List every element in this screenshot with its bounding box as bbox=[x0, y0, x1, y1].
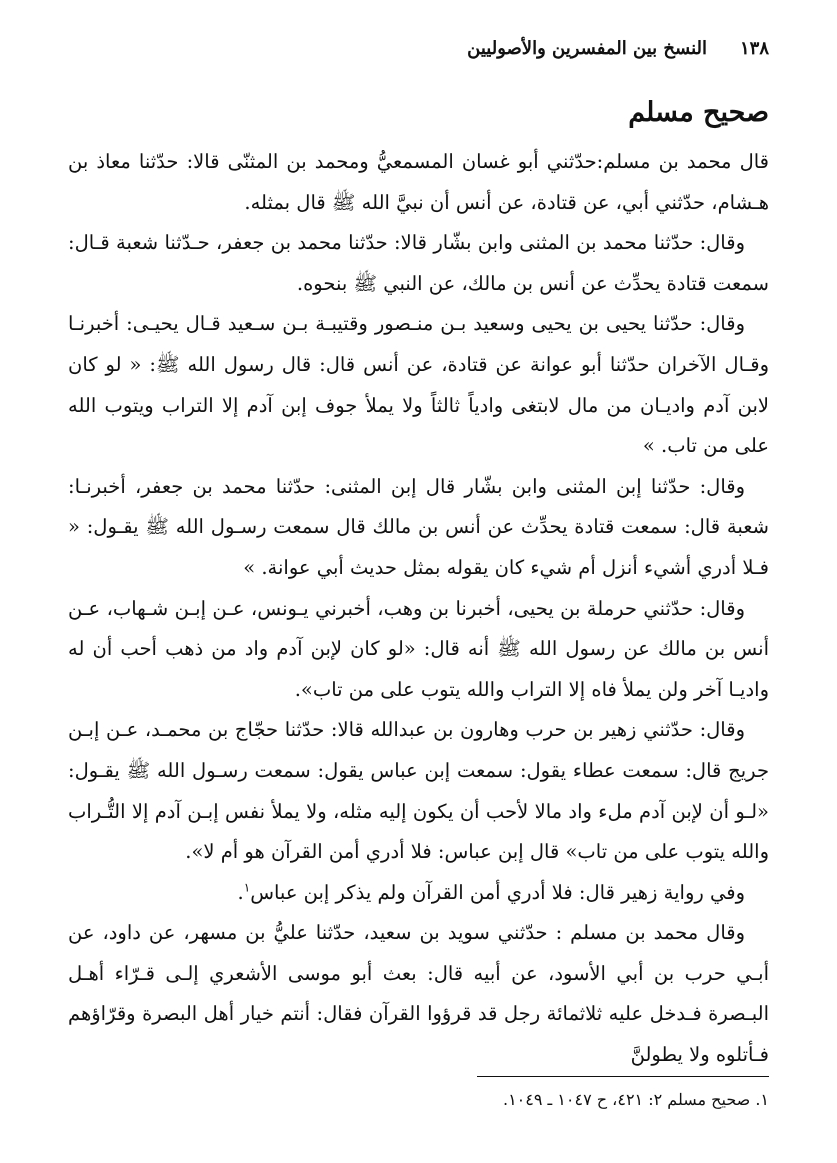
hadith-paragraph-4: وقال: حدّثنا إبن المثنى وابن بشّار قال إبن المثنى: حدّثنا محمد بن جعفر، أخبرنـا: شعبة قال: سمعت قتادة يحدِّث عن أنس بن مالك قال سمعت رسـول الله ﷺ يقـول: « فـلا أدري أشيء أنزل أم شيء كان يقوله بمثل حديث أبي عوانة. » bbox=[68, 474, 769, 579]
hadith-paragraph-2: وقال: حدّثنا محمد بن المثنى وابن بشّار قالا: حدّثنا محمد بن جعفر، حـدّثنا شعبة قـال: سمعت قتادة يحدِّث عن أنس بن مالك، عن النبي ﷺ بنحوه. bbox=[68, 231, 769, 295]
hadith-paragraph-7-text: وفي رواية زهير قال: فلا أدري أمن القرآن ولم يذكر إبن عباس bbox=[250, 880, 745, 904]
footnote-reference[interactable]: ١ bbox=[243, 880, 251, 895]
book-page bbox=[68, 0, 769, 1163]
footnote-text: ١. صحيح مسلم ٢: ٤٢١، ح ١٠٤٧ ـ ١٠٤٩. bbox=[502, 1090, 769, 1109]
main-text bbox=[68, 142, 769, 1076]
book-title: النسخ بين المفسرين والأصوليين bbox=[467, 38, 707, 59]
section-heading: صحيح مسلم bbox=[628, 97, 769, 128]
hadith-paragraph-7 bbox=[68, 873, 769, 914]
hadith-paragraph-1: قال محمد بن مسلم:حدّثني أبو غسان المسمعيُّ ومحمد بن المثنّى قالا: حدّثنا معاذ بن هـشام، حدّثني أبي، عن قتادة، عن أنس أن نبيَّ الله ﷺ قال بمثله. bbox=[68, 150, 769, 214]
hadith-paragraph-8: وقال محمد بن مسلم : حدّثني سويد بن سعيد، حدّثنا عليُّ بن مسهر، عن داود، عن أبـي حرب بن أبي الأسود، عن أبيه قال: بعث أبو موسى الأشعري إلـى قـرّاء أهـل البـصرة فـدخل عليه ثلاثمائة رجل قد قرؤوا القرآن فقال: أنتم خيار أهل البصرة وقرّاؤهم فـأتلوه ولا يطولنَّ bbox=[68, 921, 769, 1067]
page-number: ١٣٨ bbox=[739, 38, 769, 59]
running-header bbox=[68, 38, 769, 78]
hadith-paragraph-7-end: . bbox=[237, 880, 244, 904]
hadith-paragraph-6: وقال: حدّثني زهير بن حرب وهارون بن عبدالله قالا: حدّثنا حجّاج بن محمـد، عـن إبـن جريج قال: سمعت عطاء يقول: سمعت إبن عباس يقول: سمعت رسـول الله ﷺ يقـول: «لـو أن لإبن آدم ملء واد مالا لأحب أن يكون إليه مثله، ولا يملأ نفس إبـن آدم إلا التُّـراب والله يتوب على من تاب» قال إبن عباس: فلا أدري أمن القرآن هو أم لا». bbox=[68, 718, 769, 864]
hadith-paragraph-5: وقال: حدّثني حرملة بن يحيى، أخبرنا بن وهب، أخبرني يـونس، عـن إبـن شـهاب، عـن أنس بن مالك عن رسول الله ﷺ أنه قال: «لو كان لإبن آدم واد من ذهب أحب أن له واديـا آخر ولن يملأ فاه إلا التراب والله يتوب على من تاب». bbox=[68, 596, 769, 701]
footnote-divider bbox=[477, 1076, 769, 1077]
hadith-paragraph-3: وقال: حدّثنا يحيى بن يحيى وسعيد بـن منـصور وقتيبـة بـن سـعيد قـال يحيـى: أخبرنـا وقـال الآخران حدّثنا أبو عوانة عن قتادة، عن أنس قال: قال رسول الله ﷺ: « لو كان لابن آدم واديـان من مال لابتغى وادياً ثالثاً ولا يملأ جوف إبن آدم إلا التراب ويتوب الله على من تاب. » bbox=[68, 312, 769, 458]
